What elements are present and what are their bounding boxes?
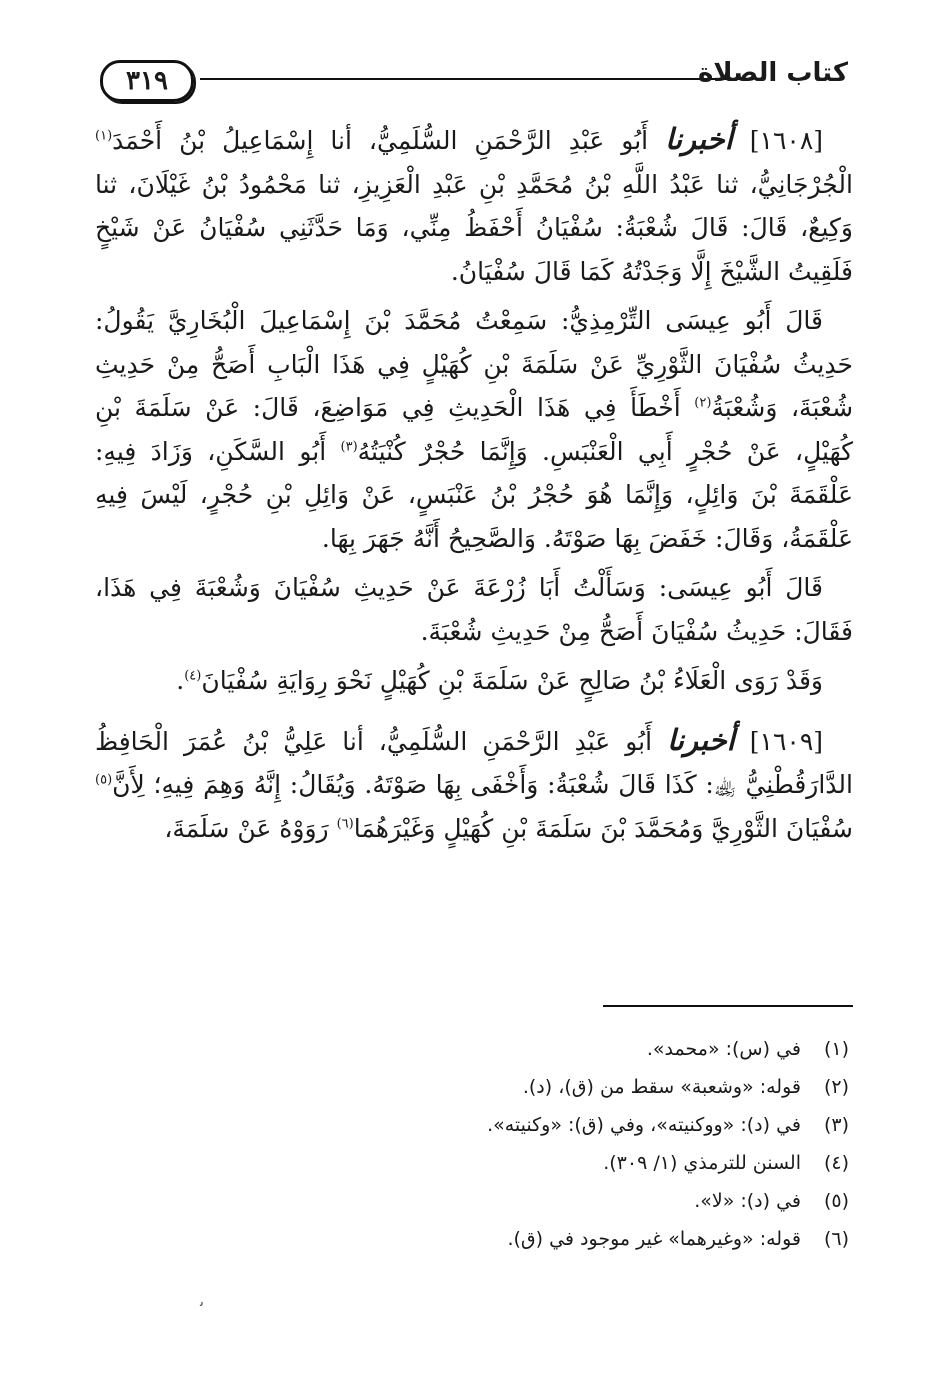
text-segment: قَالَ أَبُو عِيسَى التِّرْمِذِيُّ: سَمِعْتُ مُحَمَّدَ بْنَ إِسْمَاعِيلَ الْبُخَارِيَّ يَقُولُ: حَدِيثُ سُفْيَانَ الثَّوْرِيِّ عَنْ سَلَمَةَ بْنِ كُهَيْلٍ فِي هَذَا الْبَابِ أَصَحُّ مِنْ حَدِيثِ شُعْبَةَ، وَشُعْبَةُ — [95, 306, 854, 422]
footnote-ref[interactable]: (٢) — [694, 395, 712, 411]
footnote-text: السنن للترمذي (١/ ٣٠٩). — [603, 1152, 801, 1174]
text-segment: أَبُو السَّكَنِ، وَزَادَ فِيهِ: عَلْقَمَةَ بْنَ وَائِلٍ، وَإِنَّمَا هُوَ حُجْرُ بْنُ عَنْبَسٍ، عَنْ وَائِلِ بْنِ حُجْرٍ، لَيْسَ فِيهِ عَلْقَمَةُ، وَقَالَ: خَفَضَ بِهَا صَوْتَهُ. وَالصَّحِيحُ أَنَّهُ جَهَرَ بِهَا. — [95, 436, 853, 553]
footnote-ref[interactable]: (١) — [95, 128, 113, 144]
paragraph-ala-ibn-salih — [95, 659, 853, 703]
footnote-ref[interactable]: (٦) — [336, 816, 354, 832]
text-segment: . — [176, 666, 185, 695]
footnote-text: في (د): «ووكنيته»، وفي (ق): «وكنيته». — [487, 1114, 801, 1136]
footnote-text: في (د): «لا». — [694, 1190, 801, 1212]
footnote-number: (٤) — [823, 1152, 849, 1174]
footnote-ref[interactable]: (٥) — [95, 772, 113, 788]
footnote-item — [149, 1068, 849, 1106]
text-segment: الْجُرْجَانِيُّ، ثنا عَبْدُ اللَّهِ بْنُ مُحَمَّدِ بْنِ عَبْدِ الْعَزِيزِ، ثنا مَحْمُودُ بْنُ غَيْلَانَ، ثنا وَكِيعٌ، قَالَ: قَالَ شُعْبَةُ: سُفْيَانُ أَحْفَظُ مِنِّي، وَمَا حَدَّثَنِي سُفْيَانُ عَنْ شَيْخٍ فَلَقِيتُ الشَّيْخَ إِلَّا وَجَدْتُهُ كَمَا قَالَ سُفْيَانُ. — [95, 169, 853, 286]
text-segment: وَقَدْ رَوَى الْعَلَاءُ بْنُ صَالِحٍ عَنْ سَلَمَةَ بْنِ كُهَيْلٍ نَحْوَ رِوَايَةِ سُفْيَانَ — [201, 666, 823, 695]
paragraph-hadith-1608 — [95, 118, 853, 293]
footnote-number: (٣) — [823, 1114, 849, 1136]
header-rule — [200, 78, 750, 80]
akhbarana-word: أخبرنا — [665, 122, 733, 156]
footnote-item — [149, 1030, 849, 1068]
footnote-item — [149, 1182, 849, 1220]
page-header — [100, 58, 848, 102]
paragraph-abu-zura — [95, 566, 853, 653]
footnote-item — [149, 1144, 849, 1182]
footnote-ref[interactable]: (٤) — [184, 668, 202, 684]
footnote-separator — [603, 1005, 853, 1007]
hadith-number: [١٦٠٨] — [749, 126, 824, 155]
text-segment: رَوَوْهُ عَنْ سَلَمَةَ، — [164, 813, 329, 843]
text-segment: أَبُو عَبْدِ الرَّحْمَنِ السُّلَمِيُّ، أنا عَلِيُّ بْنُ عُمَرَ الْحَافِظُ الدَّارَقُطْنِيُّ ﵀: كَذَا قَالَ شُعْبَةُ: وَأَخْفَى بِهَا صَوْتَهُ. وَيُقَالُ: إِنَّهُ وَهِمَ فِيهِ؛ لِأَنَّ — [95, 726, 853, 799]
text-segment: أَخْطَأَ فِي هَذَا الْحَدِيثِ فِي مَوَاضِعَ، قَالَ: عَنْ سَلَمَةَ بْنِ كُهَيْلٍ، عَنْ حُجْرٍ أَبِي الْعَنْبَسِ. وَإِنَّمَا حُجْرٌ كُنْيَتُهُ — [95, 393, 853, 466]
running-title: كتاب الصلاة — [697, 58, 848, 88]
footnote-number: (٦) — [823, 1228, 849, 1250]
footnote-text: قوله: «وغيرهما» غير موجود في (ق). — [507, 1228, 801, 1250]
paragraph-tirmidhi — [95, 299, 853, 560]
footnote-number: (٢) — [823, 1076, 849, 1098]
footnote-number: (٥) — [823, 1190, 849, 1212]
footnote-text: في (س): «محمد». — [646, 1038, 801, 1060]
paragraph-hadith-1609 — [95, 719, 853, 851]
footnote-ref[interactable]: (٣) — [340, 439, 358, 455]
text-segment: قَالَ أَبُو عِيسَى: وَسَأَلْتُ أَبَا زُرْعَةَ عَنْ حَدِيثِ سُفْيَانَ وَشُعْبَةَ فِي هَذَا، فَقَالَ: حَدِيثُ سُفْيَانَ أَصَحُّ مِنْ حَدِيثِ شُعْبَةَ. — [95, 573, 853, 646]
footnote-item — [149, 1106, 849, 1144]
footnote-item — [149, 1220, 849, 1258]
footnote-text: قوله: «وشعبة» سقط من (ق)، (د). — [522, 1076, 801, 1098]
footnote-number: (١) — [823, 1038, 849, 1060]
akhbarana-word: أخبرنا — [667, 722, 735, 757]
text-segment: أَبُو عَبْدِ الرَّحْمَنِ السُّلَمِيُّ، أنا إِسْمَاعِيلُ بْنُ أَحْمَدَ — [112, 126, 649, 155]
hadith-number: [١٦٠٩] — [749, 726, 824, 756]
main-text — [95, 118, 853, 850]
text-segment: سُفْيَانَ الثَّوْرِيَّ وَمُحَمَّدَ بْنَ سَلَمَةَ بْنِ كُهَيْلٍ وَغَيْرَهُمَا — [353, 813, 853, 843]
page-number: ٣١٩ — [100, 60, 194, 102]
footnotes-list — [149, 1030, 849, 1258]
stray-ink-mark: ﯨ — [200, 1294, 204, 1310]
